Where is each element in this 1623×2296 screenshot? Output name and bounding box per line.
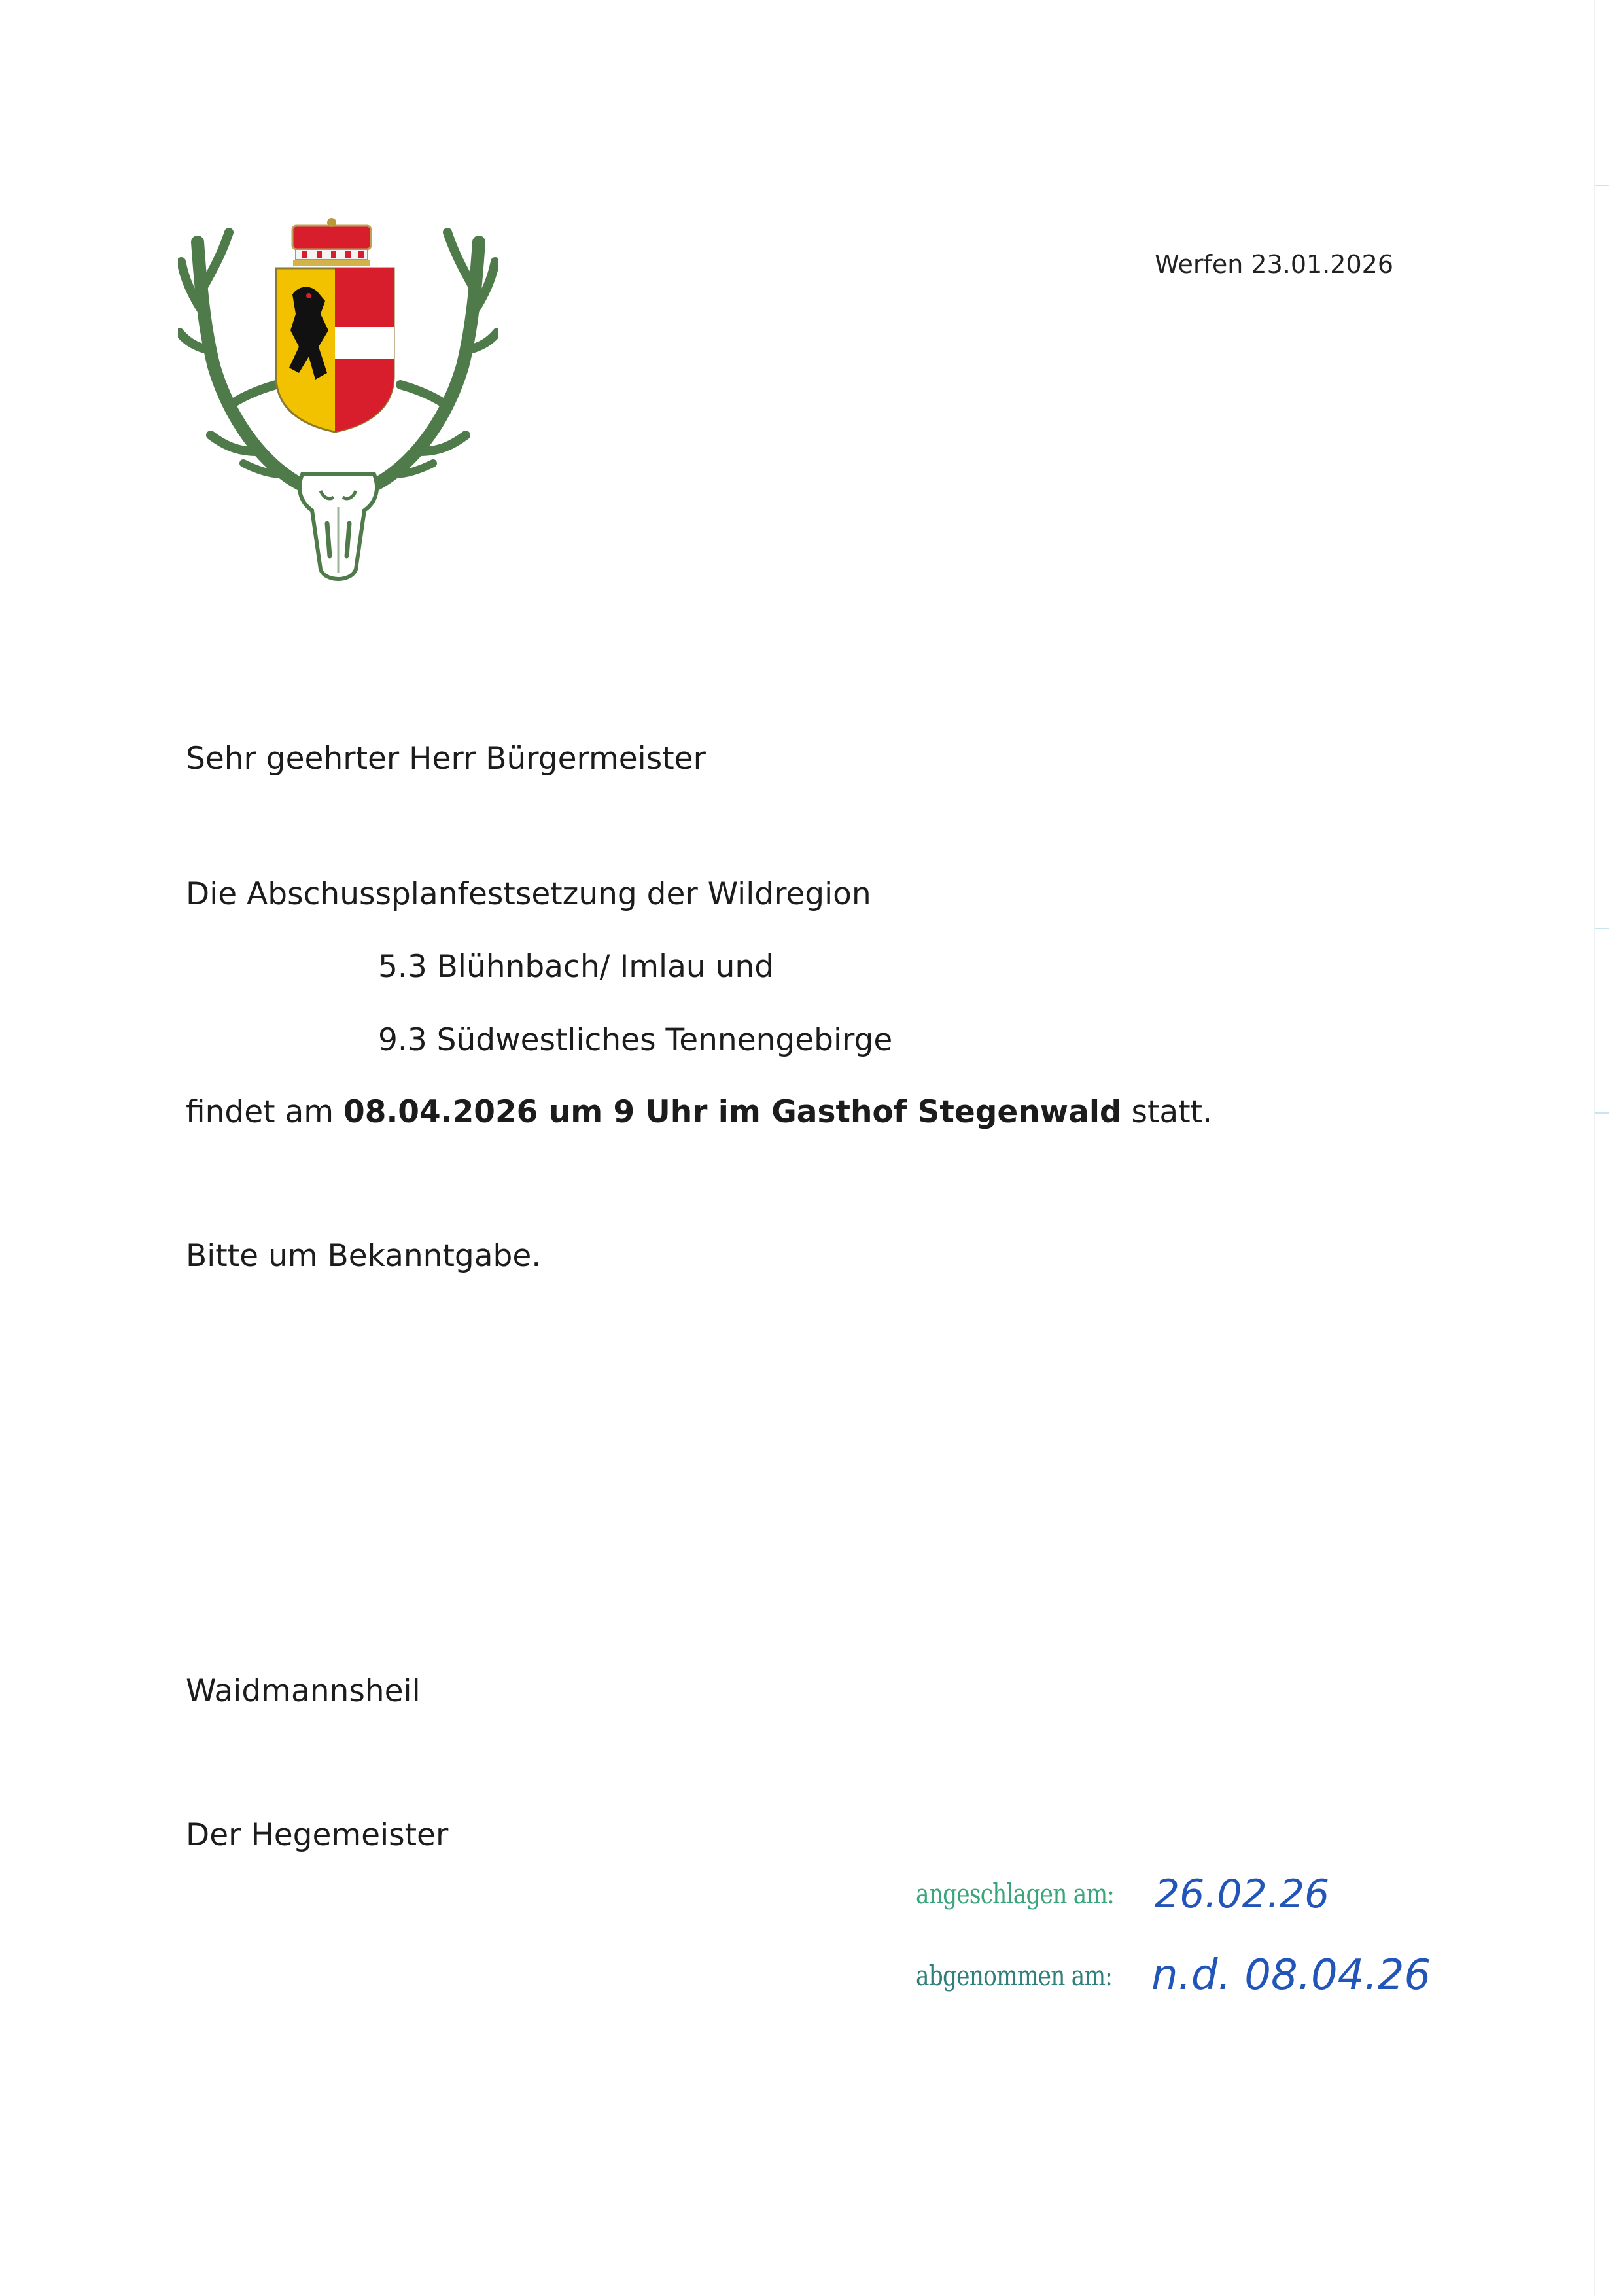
stamp-posted-label: angeschlagen am:: [916, 1878, 1115, 1910]
region-item: 5.3 Blühnbach/ Imlau und: [378, 949, 775, 985]
stamp-posted-row: [916, 1878, 1158, 1910]
meeting-prefix: findet am: [186, 1094, 344, 1130]
salutation: Sehr geehrter Herr Bürgermeister: [186, 741, 706, 777]
meeting-suffix: statt.: [1121, 1094, 1213, 1130]
place-and-date: Werfen 23.01.2026: [1155, 250, 1393, 279]
scan-mark: [1595, 185, 1609, 186]
hunting-emblem-logo: [178, 216, 498, 589]
scan-mark: [1595, 1112, 1609, 1114]
scan-mark: [1595, 928, 1609, 929]
handwritten-removed-date: n.d. 08.04.26: [1151, 1951, 1431, 2000]
meeting-sentence: [186, 1093, 1212, 1132]
handwritten-posted-date: 26.02.26: [1155, 1871, 1330, 1917]
intro-sentence: Die Abschussplanfestsetzung der Wildregion: [186, 876, 871, 912]
stamp-removed-label: abgenommen am:: [916, 1960, 1113, 1992]
scan-edge: [1594, 0, 1595, 2296]
meeting-date-place: 08.04.2026 um 9 Uhr im Gasthof Stegenwald: [343, 1094, 1122, 1130]
stamp-removed-row: [916, 1960, 1155, 1992]
crown-icon: [292, 218, 371, 266]
deer-skull-icon: [300, 474, 377, 579]
coat-of-arms-shield-icon: [276, 268, 394, 432]
region-item: 9.3 Südwestliches Tennengebirge: [378, 1022, 893, 1058]
signature-title: Der Hegemeister: [186, 1817, 449, 1853]
greeting: Waidmannsheil: [186, 1673, 421, 1709]
request-line: Bitte um Bekanntgabe.: [186, 1238, 542, 1274]
